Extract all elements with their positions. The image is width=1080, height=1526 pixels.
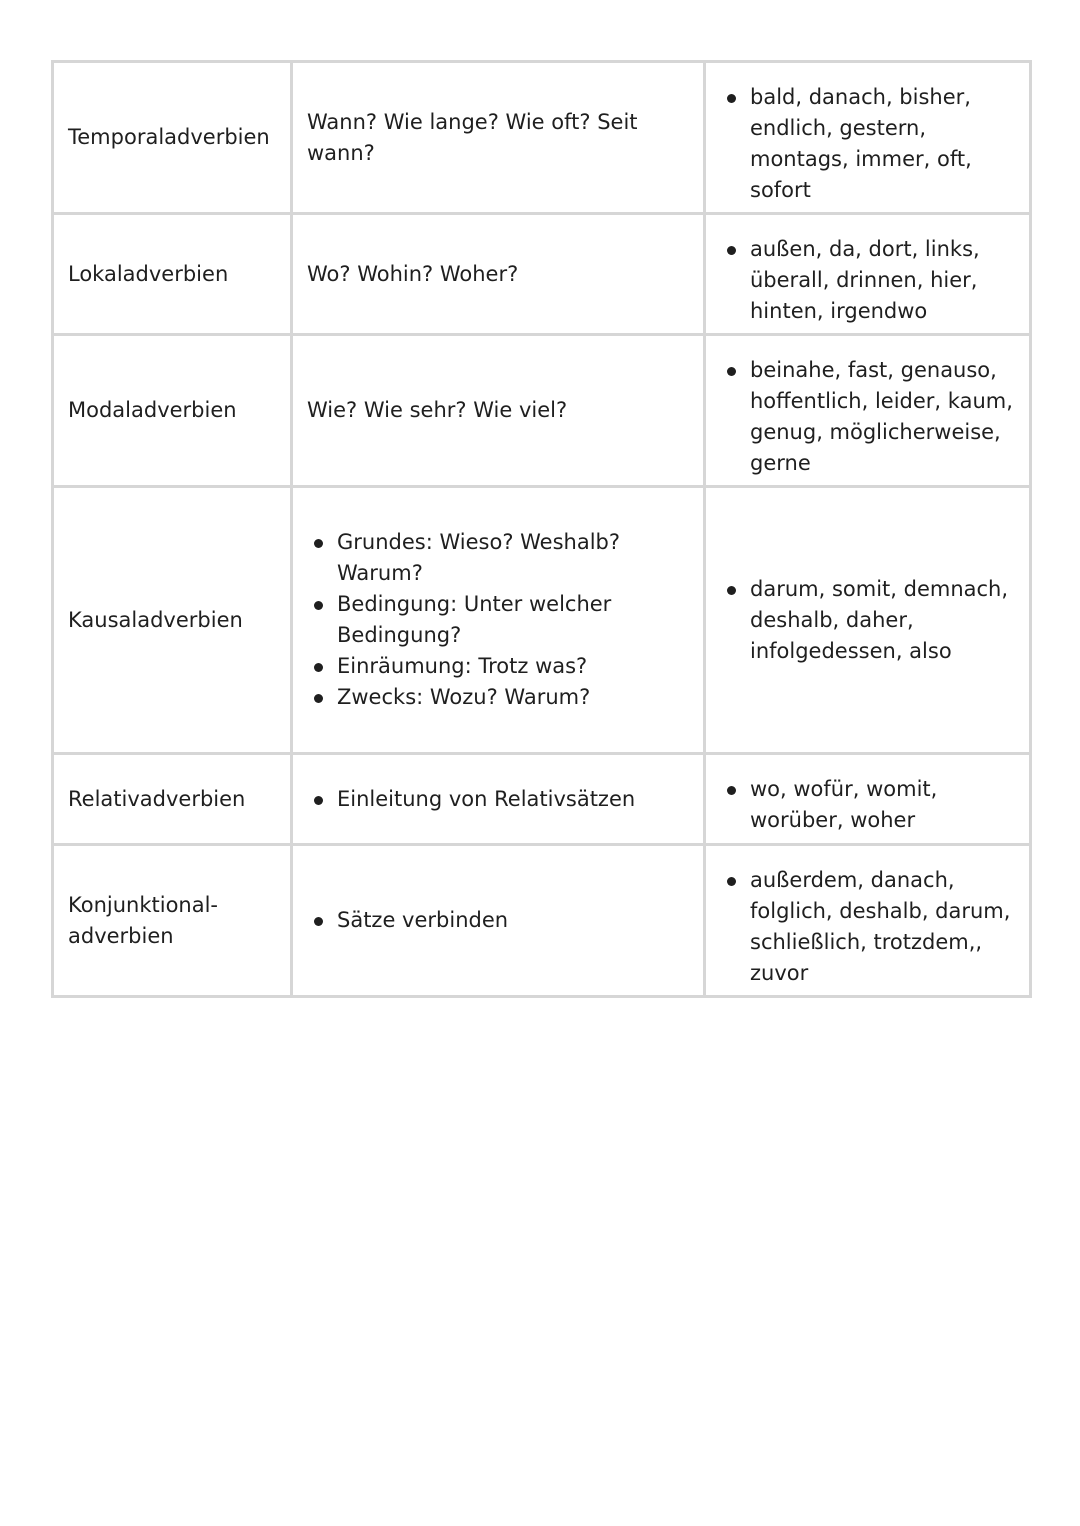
list-item: Einräumung: Trotz was? <box>337 651 691 682</box>
question-cell: Wie? Wie sehr? Wie viel? <box>292 335 705 487</box>
questions-list <box>307 527 691 713</box>
question-cell <box>292 754 705 845</box>
adverb-type: Relativadverbien <box>53 754 292 845</box>
questions-list <box>307 905 691 936</box>
adverb-type: Kausaladverbien <box>53 487 292 754</box>
table-row <box>53 845 1031 997</box>
list-item: Grundes: Wieso? Weshalb? Warum? <box>337 527 691 589</box>
list-item: wo, wofür, womit, worüber, woher <box>750 774 1017 836</box>
table-row <box>53 214 1031 335</box>
examples-list <box>720 574 1017 667</box>
adverb-type: Modaladverbien <box>53 335 292 487</box>
examples-cell <box>705 214 1031 335</box>
list-item: außen, da, dort, links, überall, drinnen, hier, hinten, irgendwo <box>750 234 1017 327</box>
examples-list <box>720 234 1017 327</box>
table-row <box>53 487 1031 754</box>
adverb-type: Lokaladverbien <box>53 214 292 335</box>
examples-list <box>720 774 1017 836</box>
adverb-table <box>51 60 1032 998</box>
table-row <box>53 754 1031 845</box>
list-item: Bedingung: Unter welcher Bedingung? <box>337 589 691 651</box>
question-cell: Wann? Wie lange? Wie oft? Seit wann? <box>292 62 705 214</box>
examples-cell <box>705 487 1031 754</box>
examples-cell <box>705 335 1031 487</box>
examples-cell <box>705 845 1031 997</box>
list-item: beinahe, fast, genauso, hoffentlich, leider, kaum, genug, möglicherweise, gerne <box>750 355 1017 479</box>
question-cell <box>292 487 705 754</box>
table-row <box>53 335 1031 487</box>
table-row <box>53 62 1031 214</box>
examples-list <box>720 82 1017 206</box>
question-cell: Wo? Wohin? Woher? <box>292 214 705 335</box>
list-item: Zwecks: Wozu? Warum? <box>337 682 691 713</box>
adverb-type: Temporaladverbien <box>53 62 292 214</box>
questions-list <box>307 784 691 815</box>
examples-cell <box>705 754 1031 845</box>
adverb-type: Konjunktional-adverbien <box>53 845 292 997</box>
list-item: bald, danach, bisher, endlich, gestern, montags, immer, oft, sofort <box>750 82 1017 206</box>
list-item: außerdem, danach, folglich, deshalb, darum, schließlich, trotzdem,, zuvor <box>750 865 1017 989</box>
list-item: darum, somit, demnach, deshalb, daher, infolgedessen, also <box>750 574 1017 667</box>
examples-list <box>720 355 1017 479</box>
examples-cell <box>705 62 1031 214</box>
examples-list <box>720 865 1017 989</box>
list-item: Einleitung von Relativsätzen <box>337 784 691 815</box>
question-cell <box>292 845 705 997</box>
list-item: Sätze verbinden <box>337 905 691 936</box>
